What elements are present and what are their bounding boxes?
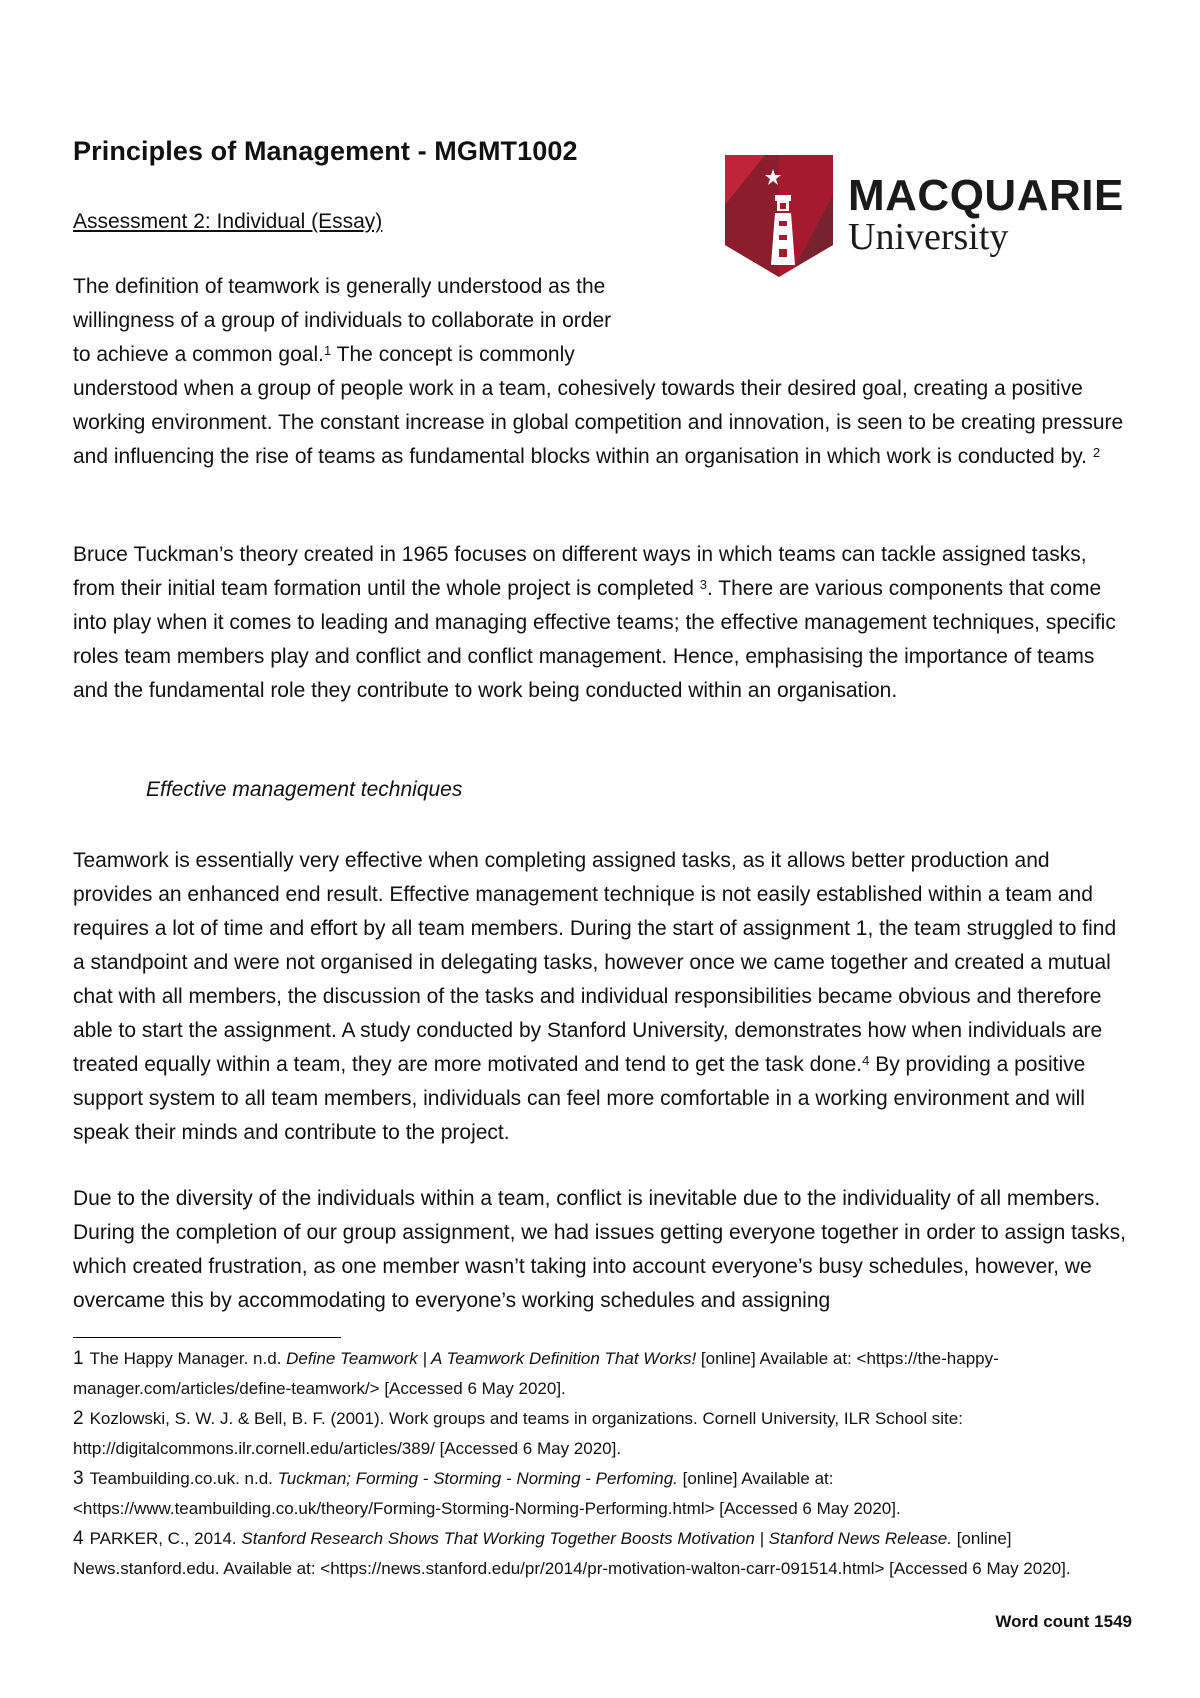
- footnote-ref-4[interactable]: 4: [862, 1053, 870, 1068]
- macquarie-logo: [725, 155, 1145, 277]
- footnote-3: 3 Teambuilding.co.uk. n.d. Tuckman; Forming - Storming - Norming - Perfoming. [online] Available at: <https://www.teambuilding.co.uk/theory/Forming-Storming-Norming-Performing.html> [Accessed 6 May 2020].: [73, 1468, 901, 1518]
- footnote-divider: [73, 1337, 341, 1338]
- intro-line-3: [73, 338, 1133, 372]
- section-heading: Effective management techniques: [146, 778, 463, 801]
- intro-line-3b: The concept is commonly: [331, 343, 575, 366]
- footnotes: [73, 1344, 1133, 1584]
- intro-line-3a: to achieve a common goal.: [73, 343, 324, 366]
- intro-paragraph: [73, 270, 1133, 474]
- lighthouse-shield-icon: [725, 155, 833, 277]
- tuckman-text-a: Bruce Tuckman’s theory created in 1965 focuses on different ways in which teams can tackle assigned tasks, from their initial team formation until the whole project is completed: [73, 543, 1087, 600]
- intro-line-2: willingness of a group of individuals to collaborate in order: [73, 309, 612, 332]
- logo-text-macquarie: MACQUARIE: [848, 171, 1124, 220]
- logo-text-university: University: [848, 216, 1009, 258]
- footnote-ref-3[interactable]: 3: [699, 577, 708, 592]
- footnote-ref-2[interactable]: 2: [1092, 445, 1101, 460]
- document-title: Principles of Management - MGMT1002: [73, 136, 578, 166]
- management-text-a: Teamwork is essentially very effective when completing assigned tasks, as it allows better production and provides an enhanced end result. Effective management technique is not easily established within a team and requires a lot of time and effort by all team members. During the start of assignment 1, the team struggled to find a standpoint and were not organised in delegating tasks, however once we came together and created a mutual chat with all members, the discussion of the tasks and individual responsibilities became obvious and therefore able to start the assignment. A study conducted by Stanford University, demonstrates how when individuals are treated equally within a team, they are more motivated and tend to get the task done.: [73, 849, 1117, 1076]
- footnote-4: 4 PARKER, C., 2014. Stanford Research Shows That Working Together Boosts Motivation | Stanford News Release. [online] News.stanford.edu. Available at: <https://news.stanford.edu/pr/2014/pr-motivation-walton-carr-091514.html> [Accessed 6 May 2020].: [73, 1528, 1071, 1578]
- footnote-1: 1 The Happy Manager. n.d. Define Teamwork | A Teamwork Definition That Works! [online] Available at: <https://the-happy-manager.com/articles/define-teamwork/> [Accessed 6 May 2020].: [73, 1348, 999, 1398]
- management-text-b: By providing a positive support system to all team members, individuals can feel more comfortable in a working environment and will speak their minds and contribute to the project.: [73, 1053, 1086, 1144]
- conflict-paragraph: Due to the diversity of the individuals within a team, conflict is inevitable due to the individuality of all members. During the completion of our group assignment, we had issues getting everyone together in order to assign tasks, which created frustration, as one member wasn’t taking into account everyone’s busy schedules, however, we overcame this by accommodating to everyone’s working schedules and assigning: [73, 1187, 1126, 1312]
- intro-line-1: The definition of teamwork is generally understood as the: [73, 275, 606, 298]
- tuckman-paragraph: [73, 538, 1133, 708]
- assessment-subtitle: Assessment 2: Individual (Essay): [73, 210, 383, 233]
- footnote-2: 2 Kozlowski, S. W. J. & Bell, B. F. (2001). Work groups and teams in organizations. Cornell University, ILR School site: http://digitalcommons.ilr.cornell.edu/articles/389/ [Accessed 6 May 2020].: [73, 1408, 963, 1458]
- footnote-ref-1[interactable]: 1: [323, 343, 332, 358]
- intro-rest: understood when a group of people work in a team, cohesively towards their desired goal, creating a positive working environment. The constant increase in global competition and innovation, is seen to be creating pressure and influencing the rise of teams as fundamental blocks within an organisation in which work is conducted by.: [73, 377, 1124, 468]
- word-count: Word count 1549: [995, 1612, 1132, 1631]
- tuckman-text-b: . There are various components that come into play when it comes to leading and managing effective teams; the effective management techniques, specific roles team members play and conflict and conflict management. Hence, emphasising the importance of teams and the fundamental role they contribute to work being conducted within an organisation.: [73, 577, 1116, 702]
- management-paragraph: [73, 844, 1133, 1150]
